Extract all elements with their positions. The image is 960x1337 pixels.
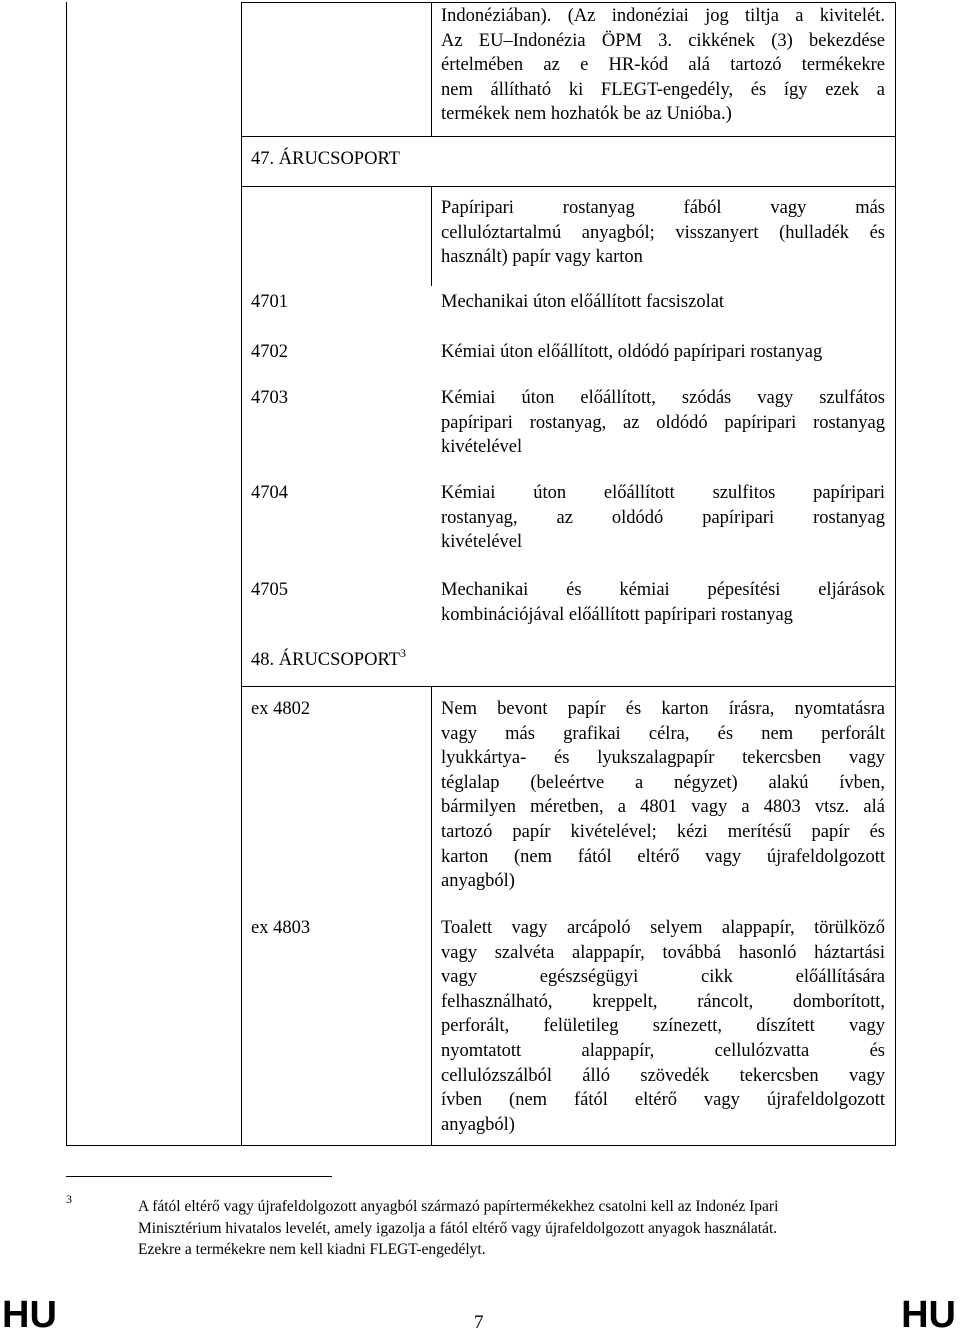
hs-description (441, 578, 885, 627)
table-divider-row-continuation (241, 136, 896, 137)
description-line: Mechanikai és kémiai pépesítési eljárások (441, 580, 885, 600)
chapter-48-heading-text: 48. ÁRUCSOPORT (251, 650, 400, 670)
description-line: nyomtatott alappapír, cellulózvatta és (441, 1040, 885, 1061)
continuation-line: Indonéziában). (Az indonéziai jog tiltja a kivitelét. (441, 6, 885, 26)
description-line: vagy egészségügyi cikk előállítására (441, 967, 885, 988)
description-line: vagy más grafikai célra, és nem perforált (441, 723, 885, 744)
footnote-text (138, 1196, 888, 1261)
description-line: anyagból) (441, 1114, 515, 1135)
table-divider-row-47 (241, 186, 896, 187)
intro-line: használt) papír vagy karton (441, 247, 643, 268)
description-line: ívben (nem fától eltérő vagy újrafeldolgozott (441, 1090, 885, 1111)
hs-code: 4705 (251, 580, 288, 600)
description-line: Nem bevont papír és karton írásra, nyomtatásra (441, 699, 885, 719)
footnote-mark: 3 (66, 1192, 72, 1206)
hs-description (441, 697, 885, 894)
chapter-48-heading (251, 646, 406, 671)
table-divider-col2-47 (431, 186, 432, 286)
footnote-line: Ezekre a termékekre nem kell kiadni FLEGT-engedélyt. (138, 1241, 486, 1258)
hs-description (441, 481, 885, 555)
footer-language-right: HU (901, 1294, 956, 1336)
footnote-line: Minisztérium hivatalos levelét, amely igazolja a fától eltérő vagy újrafeldolgozott anyagok használatát. (138, 1219, 778, 1237)
continuation-line: értelmében az e HR-kód alá tartozó termékekre (441, 55, 885, 76)
chapter-47-intro (441, 196, 885, 270)
hs-description (441, 386, 885, 460)
table-divider-row-48 (241, 686, 896, 687)
description-line: tartozó papír kivételével; kézi merítésű papír és (441, 821, 885, 842)
description-line: cellulózszálból álló szövedék tekercsben vagy (441, 1065, 885, 1086)
intro-line: cellulóztartalmú anyagból; visszanyert (hulladék és (441, 222, 885, 243)
footnote-separator (66, 1176, 332, 1177)
hs-code: ex 4803 (251, 918, 311, 938)
footnote-reference[interactable]: 3 (399, 646, 406, 660)
description-line: Kémiai úton előállított szulfitos papíripari (441, 483, 885, 503)
intro-line: Papíripari rostanyag fából vagy más (441, 198, 885, 218)
description-line: Mechanikai úton előállított facsiszolat (441, 292, 725, 312)
description-line: karton (nem fától eltérő vagy újrafeldolgozott (441, 846, 885, 867)
footer-language-left: HU (2, 1294, 57, 1336)
description-line: bármilyen méretben, a 4801 vagy a 4803 vtsz. alá (441, 797, 885, 818)
continuation-line: termékek nem hozhatók be az Unióba.) (441, 104, 732, 125)
hs-code: 4704 (251, 483, 288, 503)
description-line: kivételével (441, 437, 523, 458)
continuation-line: Az EU–Indonézia ÖPM 3. cikkének (3) bekezdése (441, 30, 885, 51)
description-line: vagy szalvéta alappapír, továbbá hasonló háztartási (441, 942, 885, 963)
table-divider-col2-48 (431, 686, 432, 1146)
hs-code: 4703 (251, 388, 288, 408)
description-line: perforált, felületileg színezett, díszített vagy (441, 1016, 885, 1037)
description-line: téglalap (beleértve a négyzet) alakú ívben, (441, 772, 885, 793)
hs-code: 4702 (251, 342, 288, 362)
table-divider-col1 (241, 2, 242, 1146)
continuation-line: nem állítható ki FLEGT-engedély, és így ezek a (441, 79, 885, 100)
description-line: kivételével (441, 532, 523, 553)
page-number: 7 (474, 1312, 484, 1333)
description-line: Toalett vagy arcápoló selyem alappapír, törülköző (441, 918, 885, 938)
description-line: felhasználható, kreppelt, ráncolt, domborított, (441, 991, 885, 1012)
description-line: kombinációjával előállított papíripari rostanyag (441, 604, 793, 625)
description-line: Kémiai úton előállított, oldódó papíripari rostanyag (441, 342, 823, 362)
description-line: anyagból) (441, 871, 515, 892)
description-line: Kémiai úton előállított, szódás vagy szulfátos (441, 388, 885, 408)
hs-code: ex 4802 (251, 699, 311, 719)
table-divider-col2-top (431, 2, 432, 136)
description-line: rostanyag, az oldódó papíripari rostanyag (441, 507, 885, 528)
table-top-border (241, 2, 896, 3)
description-line: papíripari rostanyag, az oldódó papíripari rostanyag (441, 412, 885, 433)
chapter-47-heading: 47. ÁRUCSOPORT (251, 149, 400, 169)
hs-code: 4701 (251, 292, 288, 312)
hs-description (441, 340, 885, 365)
footnote-line: A fától eltérő vagy újrafeldolgozott anyagból származó papírtermékekhez csatolni kell az Indonéz Ipari (138, 1198, 779, 1215)
continuation-text (441, 4, 885, 127)
description-line: lyukkártya- és lyukszalagpapír tekercsben vagy (441, 748, 885, 769)
hs-description (441, 916, 885, 1137)
hs-description (441, 290, 885, 315)
